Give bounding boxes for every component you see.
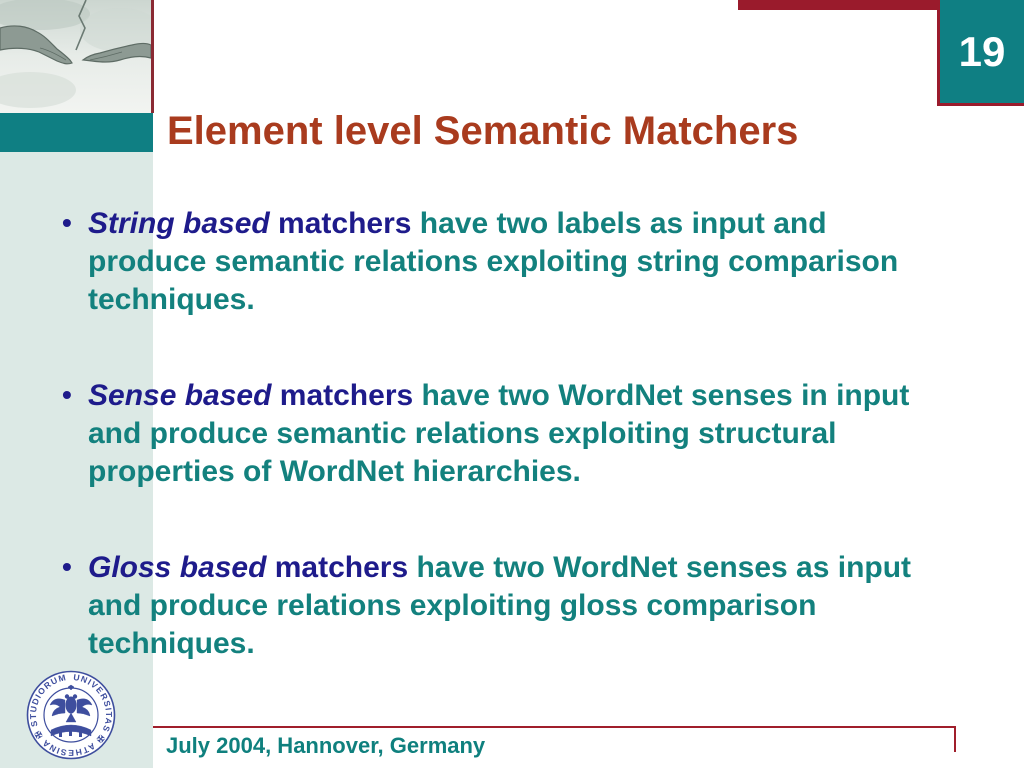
bullet-term: Sense based [88, 379, 272, 412]
bullet-term-suffix: matchers [269, 207, 420, 240]
bullet-icon: • [62, 379, 72, 410]
university-seal-logo [26, 670, 116, 760]
bullet-item-sense-based [62, 377, 934, 491]
university-seal-icon [26, 670, 116, 760]
bullet-item-string-based [62, 205, 934, 319]
slide-number: 19 [958, 27, 1006, 75]
bullet-icon: • [62, 551, 72, 582]
footer-text: July 2004, Hannover, Germany [166, 733, 486, 758]
bullet-term-suffix: matchers [271, 379, 422, 412]
footer-rule-vertical [954, 726, 956, 752]
bullet-item-gloss-based [62, 549, 934, 663]
bullet-body: have two WordNet senses in input and produce semantic relations exploiting structural properties of WordNet hierarchies. [88, 379, 910, 488]
image-right-border [151, 0, 154, 113]
bullet-term: Gloss based [88, 551, 267, 584]
bullet-term: String based [88, 207, 270, 240]
bullet-body: have two WordNet senses as input and produce relations exploiting gloss comparison techniques. [88, 551, 912, 660]
top-maroon-bar [738, 0, 938, 10]
slide-title: Element level Semantic Matchers [167, 109, 799, 153]
bullet-body: have two labels as input and produce semantic relations exploiting string comparison techniques. [88, 207, 899, 316]
slide-number-badge [937, 0, 1024, 106]
seal-ring-text: UNIVERSITAS ✠ ATHESINA ✠ STUDIORUM [27, 671, 115, 759]
creation-of-adam-image [0, 0, 153, 152]
bullet-icon: • [62, 207, 72, 238]
hands-illustration [0, 0, 151, 113]
footer-rule-horizontal [153, 726, 954, 728]
bullet-list [62, 205, 934, 721]
bullet-term-suffix: matchers [266, 551, 417, 584]
